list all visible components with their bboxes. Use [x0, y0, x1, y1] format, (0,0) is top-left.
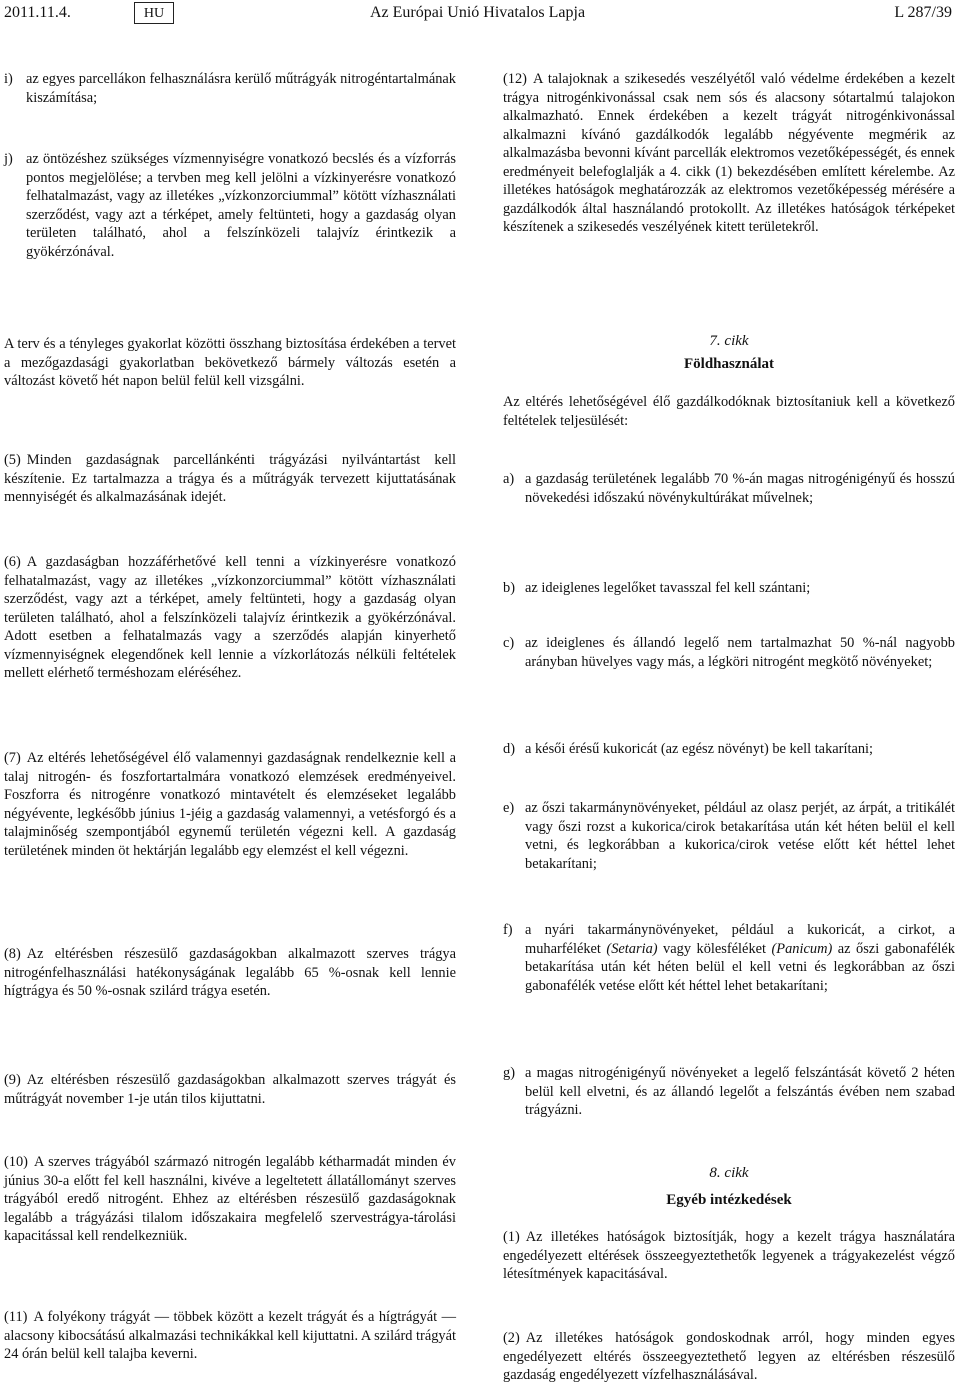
- article-number: 7. cikk: [709, 333, 749, 349]
- paragraph-number: (7): [4, 750, 21, 766]
- item-text: az ideiglenes és állandó legelő nem tartalmazhat 50 %-nál nagyobb arányban hüvelyes vagy más, a légköri nitrogént megkötő növényeket;: [525, 635, 955, 670]
- item-label: e): [503, 800, 515, 816]
- paragraph-text: Az eltérésben részesülő gazdaságokban alkalmazott szerves trágya nitrogénfelhasználási hatékonyságának legalább 65 %-osnak kell lennie hígtrágya és 50 %-osnak szilárd trágya esetén.: [4, 946, 456, 999]
- item-label: j): [4, 151, 13, 167]
- paragraph-8-1: [503, 1228, 955, 1284]
- paragraph-number: (9): [4, 1072, 21, 1088]
- paragraph-6: [4, 553, 456, 683]
- paragraph-number: (12): [503, 71, 527, 87]
- item-text: az öntözéshez szükséges vízmennyiségre vonatkozó becslés és a vízforrás pontos megjelölése; a tervben meg kell jelölni a vízkinyerésre vonatkozó felhatalmazást, vagy az illetékes „vízkonzorciummal” kötött vízhasználati szerződést, vagy azt a térképet, amely feltünteti, hogy a gazdaság olyan területen található, ahol a felszínközeli talajvíz érintkezik a gyökérzónával.: [26, 151, 456, 260]
- item-label: i): [4, 71, 13, 87]
- paragraph-5: [4, 451, 456, 507]
- page-header: [0, 0, 960, 30]
- paragraph-number: (10): [4, 1154, 28, 1170]
- article-title: Földhasználat: [683, 356, 774, 372]
- paragraph-number: (8): [4, 946, 21, 962]
- list-item-f: [503, 921, 955, 995]
- article-7-intro: [503, 393, 955, 430]
- paragraph-11: [4, 1308, 456, 1364]
- paragraph-number: (5): [4, 452, 21, 468]
- list-item-i: [4, 70, 456, 107]
- paragraph-plan-review: [4, 335, 456, 391]
- list-item-c: [503, 634, 955, 671]
- paragraph-8: [4, 945, 456, 1001]
- language-badge: HU: [134, 2, 174, 24]
- paragraph-number: (6): [4, 554, 21, 570]
- item-text: a magas nitrogénigényű növényeket a legelő felszántását követő 2 héten belül kell elvetni, és az állandó legelőt a felszántás évében nem szabad trágyázni.: [525, 1065, 955, 1118]
- item-label: b): [503, 580, 515, 596]
- journal-title: Az Európai Unió Hivatalos Lapja: [370, 4, 586, 21]
- item-text: az egyes parcellákon felhasználásra kerülő műtrágyák nitrogéntartalmának kiszámítása;: [26, 71, 456, 106]
- item-text-part: a nyári takarmánynövényeket, például a kukoricát, a cirkot, a muharféléket: [525, 922, 955, 957]
- list-item-j: [4, 150, 456, 261]
- taxon-name: (Setaria): [606, 940, 658, 957]
- paragraph-text: A folyékony trágyát — többek között a kezelt trágyát és a hígtrágyát — alacsony kibocsátású alkalmazási technikákkal kell kijuttatni. A szilárd trágyát 24 órán belül kell talajba keverni.: [4, 1309, 456, 1362]
- paragraph-text: Az eltérés lehetőségével élő gazdálkodóknak biztosítaniuk kell a következő feltételek teljesülését:: [503, 394, 955, 429]
- paragraph-number: (1): [503, 1229, 520, 1245]
- article-8-heading: [503, 1165, 955, 1209]
- list-item-b: [503, 579, 955, 598]
- item-label: f): [503, 922, 513, 938]
- paragraph-text: A terv és a tényleges gyakorlat közötti összhang biztosítása érdekében a tervet a mezőgazdasági gyakorlatban bekövetkező bármely változás esetén a változást követő hét napon belül felül kell vizsgálni.: [4, 336, 456, 389]
- item-label: d): [503, 741, 515, 757]
- item-label: c): [503, 635, 515, 651]
- paragraph-text: Az eltérés lehetőségével élő valamennyi gazdaságnak rendelkeznie kell a talaj nitrogén- és foszfortartalmára vonatkozó elemzések eredményeivel. Foszforra és nitrogénre vonatkozó mintavételt és elemzéseket legalább négyévente, legkésőbb június 1-jéig a gazdaság valamennyi, a vetésforgó és a talajminőség szempontjából egynemű területén végezni kell. A gazdaság területének minden öt hektárján legalább egy elemzést el kell végezni.: [4, 750, 456, 859]
- item-text: az őszi takarmánynövényeket, például az olasz perjét, az árpát, a tritikálét vagy őszi rozst a kukorica/cirok betakarítása után két héten belül el kell vetni, és legkorábban a kukorica/cirok vetése előtt két héttel lehet betakarítani;: [525, 800, 955, 872]
- paragraph-number: (2): [503, 1330, 520, 1346]
- taxon-name: (Panicum): [771, 940, 833, 957]
- paragraph-text: Az illetékes hatóságok gondoskodnak arról, hogy minden egyes engedélyezett eltérés összeegyeztethető legyen az eltérésben részesülő gazdaság engedélyezett vízfelhasználásával.: [503, 1330, 955, 1383]
- article-7-heading: [503, 333, 955, 373]
- item-label: a): [503, 471, 515, 487]
- item-text: [525, 921, 955, 995]
- publication-date: 2011.11.4.: [4, 4, 71, 21]
- paragraph-10: [4, 1153, 456, 1246]
- paragraph-text: Az illetékes hatóságok biztosítják, hogy a kezelt trágya használatára engedélyezett eltérések összeegyeztethetők legyenek a trágyakezelést végző létesítmények kapacitásával.: [503, 1229, 955, 1282]
- list-item-d: [503, 740, 955, 759]
- item-text-part: az őszi gabonafélék betakarítása után két héten belül el kell vetni és legkorábban az őszi gabonafélék vetése előtt két héttel lehet betakarítani;: [525, 940, 955, 994]
- paragraph-text: A gazdaságban hozzáférhetővé kell tenni a vízkinyerésre vonatkozó felhatalmazást, vagy az illetékes „vízkonzorciummal” kötött vízhasználati szerződést, vagy azt a térképet, amely feltünteti, hogy a gazdaság olyan területen található, ahol a felszínközeli talajvíz érintkezik a gyökérzónával. Adott esetben a felhatalmazás vagy a szerződés alapján kinyerhető vízmennyiségnek elegendőnek kell lennie a vízkorlátozás nélküli feltételek mellett elérhető terméshozam eléréséhez.: [4, 554, 456, 681]
- list-item-g: [503, 1064, 955, 1120]
- paragraph-8-2: [503, 1329, 955, 1385]
- item-label: g): [503, 1065, 515, 1081]
- article-title: Egyéb intézkedések: [666, 1192, 792, 1208]
- item-text: a késői érésű kukoricát (az egész növényt) be kell takarítani;: [525, 741, 874, 757]
- item-text: az ideiglenes legelőket tavasszal fel kell szántani;: [525, 580, 811, 596]
- item-text-part: vagy kölesféléket: [657, 940, 772, 957]
- page-number: L 287/39: [894, 4, 952, 21]
- paragraph-12: [503, 70, 955, 237]
- list-item-e: [503, 799, 955, 873]
- paragraph-text: Az eltérésben részesülő gazdaságokban alkalmazott szerves trágyát és műtrágyát november 1-je után tilos kijuttatni.: [4, 1072, 456, 1107]
- paragraph-number: (11): [4, 1309, 28, 1325]
- list-item-a: [503, 470, 955, 507]
- paragraph-9: [4, 1071, 456, 1108]
- article-number: 8. cikk: [709, 1165, 749, 1181]
- paragraph-text: A szerves trágyából származó nitrogén legalább kétharmadát minden év június 30-a előtt fel kell használni, kivéve a legeltetett állatállományt szerves trágyából eredő nitrogént. Ehhez az eltérésben részesülő gazdaságoknak legalább a trágyázási tilalom időszakaira megfelelő szervestrágya-tárolási kapacitással kell rendelkezniük.: [4, 1154, 456, 1244]
- paragraph-7: [4, 749, 456, 860]
- paragraph-text: A talajoknak a szikesedés veszélyétől való védelme érdekében a kezelt trágya nitrogénkivonással csak nem sós és alacsony sótartalmú talajokon alkalmazható. Ennek érdekében a kezelt trágyát nitrogénkivonással alkalmazni kívánó gazdálkodók legalább négyévente megmérik az alkalmazásba bevonni kívánt parcellák elektromos vezetőképességét, és ennek eredményeit belefoglalják a 4. cikk (1) bekezdésében említett kérelembe. Az illetékes hatóságok meghatározzák az elektromos vezetőképesség mérésére a gazdálkodók által használandó protokollt. Az illetékes hatóságok térképeket készítenek a szikesedés veszélyének kitett területekről.: [503, 71, 955, 235]
- item-text: a gazdaság területének legalább 70 %-án magas nitrogénigényű és hosszú növekedési időszakú növénykultúrákat művelnek;: [525, 471, 955, 506]
- paragraph-text: Minden gazdaságnak parcellánkénti trágyázási nyilvántartást kell készítenie. Ez tartalmazza a trágya és a műtrágyák tervezett kijuttatásának mennyiségét és alkalmazásának idejét.: [4, 452, 456, 505]
